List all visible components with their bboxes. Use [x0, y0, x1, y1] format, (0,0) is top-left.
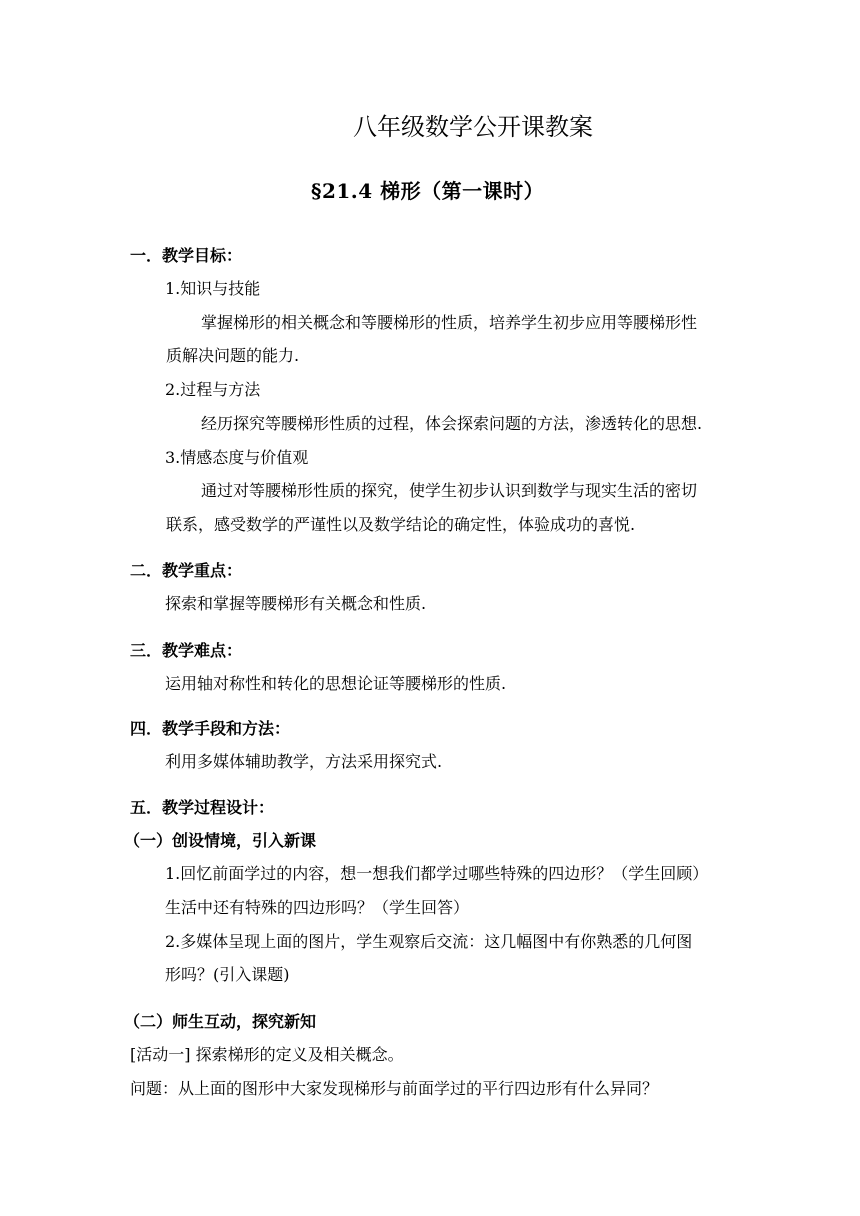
objective-1-text-line2: 质解决问题的能力.	[166, 346, 300, 365]
objective-1-label: 1.知识与技能	[165, 279, 261, 298]
process-item-1-line1: 1.回忆前面学过的内容，想一想我们都学过哪些特殊的四边形？（学生回顾）	[165, 864, 709, 883]
document-subtitle: §21.4 梯形（第一课时）	[311, 179, 545, 203]
objective-2-text: 经历探究等腰梯形性质的过程，体会探索问题的方法，渗透转化的思想.	[201, 414, 703, 433]
key-points-text: 探索和掌握等腰梯形有关概念和性质.	[165, 594, 427, 613]
question-text: 问题：从上面的图形中大家发现梯形与前面学过的平行四边形有什么异同？	[130, 1079, 659, 1098]
difficulties-text: 运用轴对称性和转化的思想论证等腰梯形的性质.	[165, 674, 507, 693]
section-heading-key-points: 二．教学重点：	[130, 561, 243, 580]
section-heading-objectives: 一．教学目标：	[130, 246, 243, 265]
section-heading-methods: 四．教学手段和方法：	[130, 719, 291, 738]
objective-3-text-line1: 通过对等腰梯形性质的探究，使学生初步认识到数学与现实生活的密切	[201, 481, 698, 500]
subsection-heading-interaction: （二）师生互动，探究新知	[124, 1012, 317, 1031]
activity-one-text: [活动一] 探索梯形的定义及相关概念。	[130, 1045, 404, 1064]
subsection-heading-intro: （一）创设情境，引入新课	[124, 831, 317, 850]
objective-3-text-line2: 联系，感受数学的严谨性以及数学结论的确定性，体验成功的喜悦.	[166, 515, 636, 534]
process-item-2-line2: 形吗？(引入课题)	[165, 965, 290, 984]
process-item-1-line2: 生活中还有特殊的四边形吗？（学生回答）	[165, 898, 470, 917]
process-item-2-line1: 2.多媒体呈现上面的图片，学生观察后交流：这几幅图中有你熟悉的几何图	[165, 932, 693, 951]
objective-3-label: 3.情感态度与价值观	[165, 448, 309, 467]
methods-text: 利用多媒体辅助教学，方法采用探究式.	[165, 752, 443, 771]
objective-1-text-line1: 掌握梯形的相关概念和等腰梯形的性质，培养学生初步应用等腰梯形性	[201, 313, 698, 332]
objective-2-label: 2.过程与方法	[165, 380, 261, 399]
section-heading-difficulties: 三．教学难点：	[130, 641, 243, 660]
section-heading-process: 五．教学过程设计：	[130, 798, 275, 817]
document-title: 八年级数学公开课教案	[353, 113, 593, 141]
